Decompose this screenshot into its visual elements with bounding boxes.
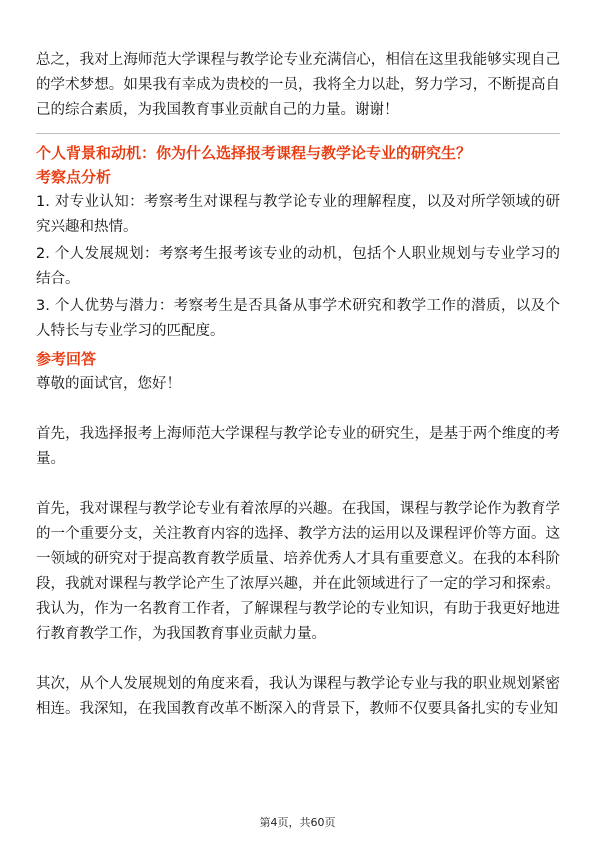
analysis-title: 考察点分析	[36, 168, 112, 186]
analysis-list	[36, 190, 560, 344]
answer-paragraph: 首先，我选择报考上海师范大学课程与教学论专业的研究生，是基于两个维度的考量。	[36, 426, 560, 467]
page-footer: 第4页，共60页	[259, 816, 336, 829]
document-page	[36, 48, 560, 722]
intro-paragraph: 总之，我对上海师范大学课程与教学论专业充满信心，相信在这里我能够实现自己的学术梦想。如果我有幸成为贵校的一员，我将全力以赴，努力学习，不断提高自己的综合素质，为我国教育事业贡献自己的力量。谢谢！	[36, 52, 560, 118]
paragraph-gap	[36, 472, 560, 497]
section-divider	[36, 133, 560, 134]
paragraph-gap	[36, 647, 560, 672]
answer-paragraph: 其次，从个人发展规划的角度来看，我认为课程与教学论专业与我的职业规划紧密相连。我深知，在我国教育改革不断深入的背景下，教师不仅要具备扎实的专业知	[36, 676, 560, 717]
answer-paragraph: 首先，我对课程与教学论专业有着浓厚的兴趣。在我国，课程与教学论作为教育学的一个重要分支，关注教育内容的选择、教学方法的运用以及课程评价等方面。这一领域的研究对于提高教育教学质量、培养优秀人才具有重要意义。在我的本科阶段，我就对课程与教学论产生了浓厚兴趣，并在此领域进行了一定的学习和探索。我认为，作为一名教育工作者，了解课程与教学论的专业知识，有助于我更好地进行教育教学工作，为我国教育事业贡献力量。	[36, 501, 560, 642]
analysis-item: 3. 个人优势与潜力：考察考生是否具备从事学术研究和教学工作的潜质，以及个人特长与专业学习的匹配度。	[36, 298, 560, 339]
answer-title: 参考回答	[36, 350, 97, 368]
analysis-item: 1. 对专业认知：考察考生对课程与教学论专业的理解程度，以及对所学领域的研究兴趣和热情。	[36, 194, 560, 235]
answer-greeting: 尊敬的面试官，您好！	[36, 376, 181, 392]
analysis-item: 2. 个人发展规划：考察考生报考该专业的动机，包括个人职业规划与专业学习的结合。	[36, 246, 560, 287]
paragraph-gap	[36, 397, 560, 422]
question-heading: 个人背景和动机：你为什么选择报考课程与教学论专业的研究生？	[36, 144, 472, 162]
